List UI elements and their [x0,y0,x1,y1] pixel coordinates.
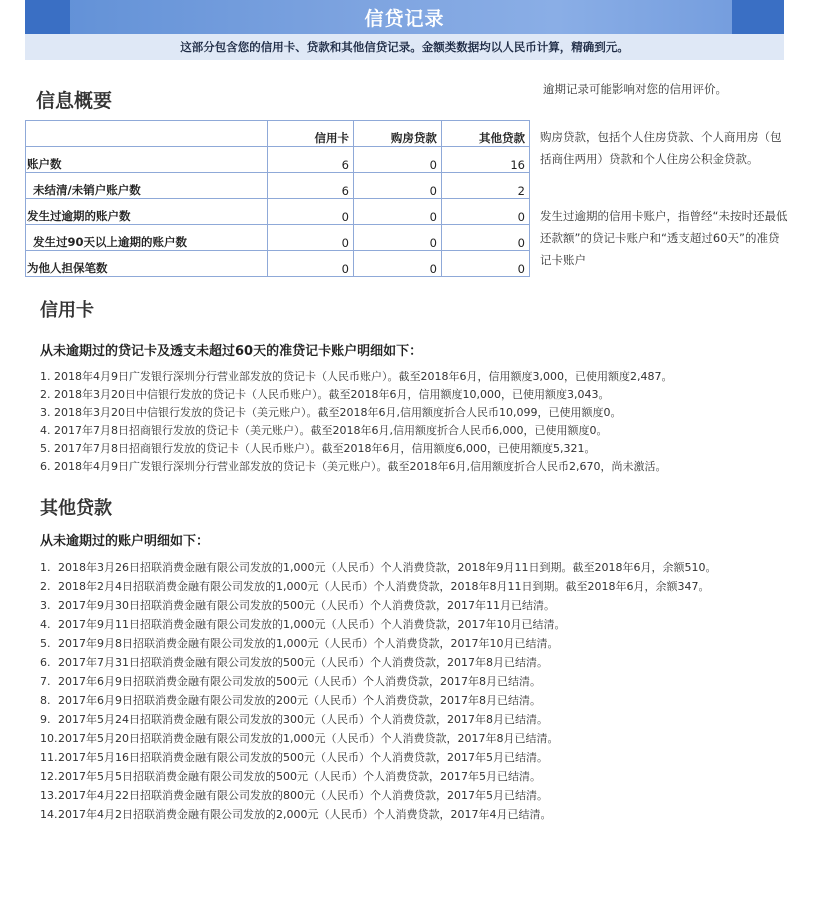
table-row [26,199,530,225]
list-item [40,710,780,729]
header-banner [25,0,784,34]
row-label: 为他人担保笔数 [26,251,268,277]
table-row [26,147,530,173]
table-header-cell: 其他贷款 [441,121,529,147]
list-index: 5. [40,637,51,650]
other-loans-heading: 其他贷款 [40,498,112,519]
row-label: 账户数 [26,147,268,173]
list-index: 10. [40,732,58,745]
table-cell: 0 [441,225,529,251]
list-item [40,691,780,710]
list-text: 2017年6月9日招联消费金融有限公司发放的500元（人民币）个人消费贷款，2017年8月已结清。 [58,675,541,688]
list-index: 6. [40,656,51,669]
table-cell: 0 [267,251,353,277]
list-item [40,672,780,691]
table-cell: 0 [354,199,442,225]
list-item [40,615,780,634]
list-text: 2018年2月4日招联消费金融有限公司发放的1,000元（人民币）个人消费贷款，2018年8月11日到期。截至2018年6月，余额347。 [58,580,710,593]
table-cell: 0 [354,147,442,173]
list-item [40,748,780,767]
list-index: 1. [40,561,51,574]
table-header-cell: 购房贷款 [354,121,442,147]
list-index: 3. [40,599,51,612]
table-cell: 0 [267,225,353,251]
table-cell: 16 [441,147,529,173]
list-text: 2017年4月2日招联消费金融有限公司发放的2,000元（人民币）个人消费贷款，2017年4月已结清。 [58,808,552,821]
list-item: 4. 2017年7月8日招商银行发放的贷记卡（美元账户）。截至2018年6月,信用额度折合人民币6,000，已使用额度0。 [40,424,608,437]
table-row [26,173,530,199]
page-subtitle: 这部分包含您的信用卡、贷款和其他信贷记录。金额类数据均以人民币计算，精确到元。 [25,34,784,60]
table-cell: 0 [354,225,442,251]
list-item [40,634,780,653]
other-loans-list [40,558,780,824]
table-header-cell [26,121,268,147]
overview-note-mortgage: 购房贷款，包括个人住房贷款、个人商用房（包括商住两用）贷款和个人住房公积金贷款。 [540,130,782,166]
list-text: 2017年6月9日招联消费金融有限公司发放的200元（人民币）个人消费贷款，2017年8月已结清。 [58,694,541,707]
table-cell: 6 [267,147,353,173]
table-row [26,225,530,251]
list-index: 12. [40,770,58,783]
table-header-row [26,121,530,147]
list-index: 9. [40,713,51,726]
list-item: 2. 2018年3月20日中信银行发放的贷记卡（人民币账户）。截至2018年6月，信用额度10,000，已使用额度3,043。 [40,388,610,401]
list-index: 2. [40,580,51,593]
table-cell: 0 [441,251,529,277]
list-text: 2017年7月31日招联消费金融有限公司发放的500元（人民币）个人消费贷款，2017年8月已结清。 [58,656,548,669]
list-text: 2017年9月11日招联消费金融有限公司发放的1,000元（人民币）个人消费贷款，2017年10月已结清。 [58,618,566,631]
list-text: 2017年5月24日招联消费金融有限公司发放的300元（人民币）个人消费贷款，2017年8月已结清。 [58,713,548,726]
row-label: 发生过逾期的账户数 [26,199,268,225]
credit-card-heading: 信用卡 [40,300,94,321]
list-text: 2017年4月22日招联消费金融有限公司发放的800元（人民币）个人消费贷款，2017年5月已结清。 [58,789,548,802]
list-index: 4. [40,618,51,631]
list-text: 2017年5月20日招联消费金融有限公司发放的1,000元（人民币）个人消费贷款，2017年8月已结清。 [58,732,559,745]
list-item [40,577,780,596]
credit-card-subheading: 从未逾期过的贷记卡及透支未超过60天的准贷记卡账户明细如下： [40,344,423,359]
list-item [40,805,780,824]
credit-card-list [40,368,780,476]
table-cell: 0 [441,199,529,225]
list-index: 11. [40,751,58,764]
list-index: 8. [40,694,51,707]
list-item: 1. 2018年4月9日广发银行深圳分行营业部发放的贷记卡（人民币账户）。截至2018年6月，信用额度3,000，已使用额度2,487。 [40,370,673,383]
table-header-cell: 信用卡 [267,121,353,147]
list-item: 5. 2017年7月8日招商银行发放的贷记卡（人民币账户）。截至2018年6月，信用额度6,000，已使用额度5,321。 [40,442,596,455]
other-loans-subheading: 从未逾期过的账户明细如下： [40,534,210,549]
list-item [40,558,780,577]
list-item [40,596,780,615]
list-index: 14. [40,808,58,821]
list-text: 2017年5月5日招联消费金融有限公司发放的500元（人民币）个人消费贷款，2017年5月已结清。 [58,770,541,783]
table-cell: 0 [354,251,442,277]
overview-note-overdue-card: 发生过逾期的信用卡账户，指曾经“未按时还最低还款额”的贷记卡账户和“透支超过60天”的准贷记卡账户 [540,209,788,267]
table-cell: 6 [267,173,353,199]
list-item: 3. 2018年3月20日中信银行发放的贷记卡（美元账户）。截至2018年6月,信用额度折合人民币10,099，已使用额度0。 [40,406,622,419]
row-label: 未结清/未销户账户数 [26,173,268,199]
list-item [40,653,780,672]
table-cell: 0 [267,199,353,225]
table-cell: 2 [441,173,529,199]
overview-heading: 信息概要 [36,90,113,112]
list-item [40,767,780,786]
page-title: 信贷记录 [364,8,445,30]
list-text: 2017年9月30日招联消费金融有限公司发放的500元（人民币）个人消费贷款，2017年11月已结清。 [58,599,555,612]
list-item [40,786,780,805]
list-item: 6. 2018年4月9日广发银行深圳分行营业部发放的贷记卡（美元账户）。截至2018年6月,信用额度折合人民币2,670，尚未激活。 [40,460,667,473]
list-index: 7. [40,675,51,688]
overview-table [25,120,530,277]
list-text: 2018年3月26日招联消费金融有限公司发放的1,000元（人民币）个人消费贷款，2018年9月11日到期。截至2018年6月，余额510。 [58,561,717,574]
table-row [26,251,530,277]
list-index: 13. [40,789,58,802]
table-cell: 0 [354,173,442,199]
list-text: 2017年5月16日招联消费金融有限公司发放的500元（人民币）个人消费贷款，2017年5月已结清。 [58,751,548,764]
row-label: 发生过90天以上逾期的账户数 [26,225,268,251]
list-text: 2017年9月8日招联消费金融有限公司发放的1,000元（人民币）个人消费贷款，2017年10月已结清。 [58,637,559,650]
overview-note-overdue: 逾期记录可能影响对您的信用评价。 [543,82,727,96]
list-item [40,729,780,748]
